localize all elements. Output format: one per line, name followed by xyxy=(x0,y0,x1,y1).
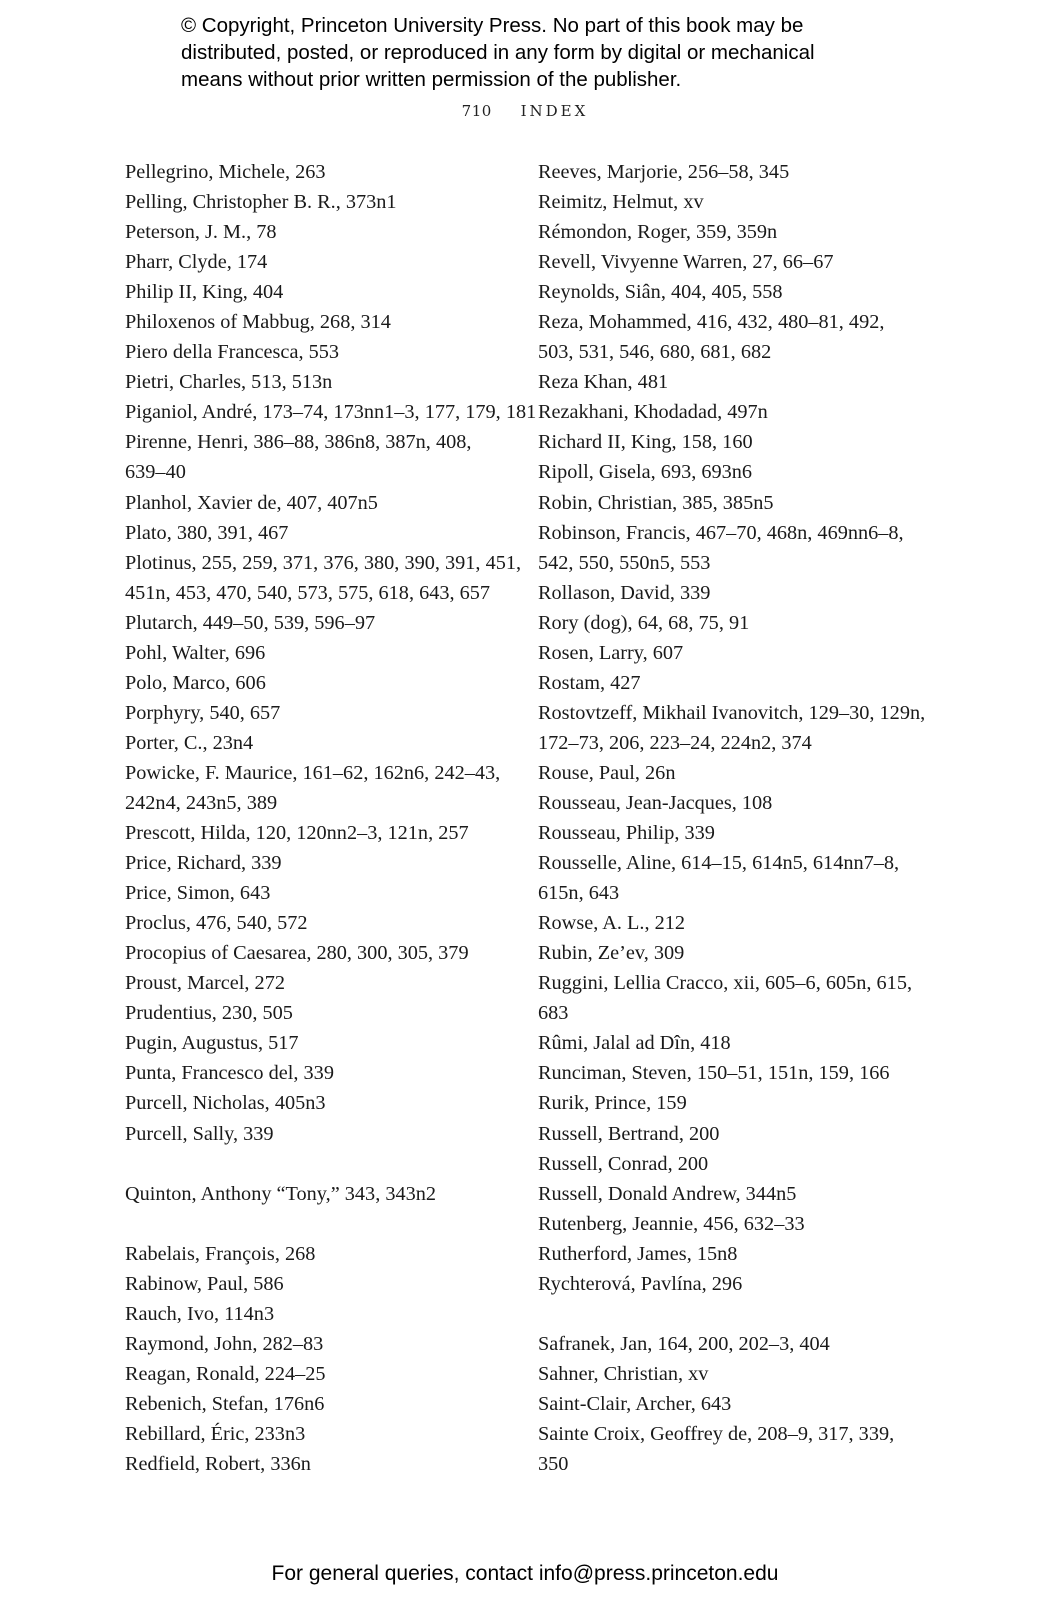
index-entry-line: Quinton, Anthony “Tony,” 343, 343n2 xyxy=(125,1182,437,1205)
index-entry-line: Rousselle, Aline, 614–15, 614n5, 614nn7–8, xyxy=(538,852,900,875)
index-entry-line: Rubin, Ze’ev, 309 xyxy=(538,942,685,965)
index-entry-line: Sainte Croix, Geoffrey de, 208–9, 317, 339, xyxy=(538,1422,895,1445)
index-column-left xyxy=(125,157,537,1479)
index-entry xyxy=(125,1058,525,1088)
index-entry-line: Robin, Christian, 385, 385n5 xyxy=(538,491,774,514)
index-entry-line: Rauch, Ivo, 114n3 xyxy=(125,1302,275,1325)
index-entry-line: Robinson, Francis, 467–70, 468n, 469nn6–8, xyxy=(538,521,904,544)
index-entry-continuation: 542, 550, 550n5, 553 xyxy=(538,551,711,574)
index-entry-line: Reeves, Marjorie, 256–58, 345 xyxy=(538,161,790,183)
index-entry xyxy=(538,698,928,758)
index-entry xyxy=(125,968,525,998)
index-entry-continuation: 451n, 453, 470, 540, 573, 575, 618, 643, 657 xyxy=(125,581,491,604)
index-entry xyxy=(538,938,928,968)
index-entry-line: Russell, Donald Andrew, 344n5 xyxy=(538,1182,797,1205)
index-entry xyxy=(125,1269,525,1299)
index-entry-continuation: 683 xyxy=(538,1002,569,1025)
index-entry xyxy=(125,277,525,307)
index-entry xyxy=(125,1389,525,1419)
index-entry-line: Rosen, Larry, 607 xyxy=(538,641,684,664)
index-entry-line: Reagan, Ronald, 224–25 xyxy=(125,1362,326,1385)
index-entry-line: Rutherford, James, 15n8 xyxy=(538,1242,738,1265)
index-entry xyxy=(125,608,525,638)
index-entry-line: Redfield, Robert, 336n xyxy=(125,1453,311,1476)
index-entry-line: Rory (dog), 64, 68, 75, 91 xyxy=(538,611,750,634)
index-entry-line: Rabelais, François, 268 xyxy=(125,1242,316,1265)
index-entry-line: Planhol, Xavier de, 407, 407n5 xyxy=(125,491,378,514)
index-entry-line: Rezakhani, Khodadad, 497n xyxy=(538,401,768,424)
index-entry xyxy=(125,908,525,938)
section-title: INDEX xyxy=(520,102,589,120)
index-entry-line: Rostovtzeff, Mikhail Ivanovitch, 129–30, 129n, xyxy=(538,701,926,724)
index-entry xyxy=(538,457,928,487)
index-entry xyxy=(125,1359,525,1389)
index-entry xyxy=(538,187,928,217)
index-entry xyxy=(538,1419,928,1479)
index-entry-continuation: 503, 531, 546, 680, 681, 682 xyxy=(538,341,772,364)
index-entry xyxy=(538,1239,928,1269)
index-entry xyxy=(125,337,525,367)
index-entry xyxy=(125,1028,525,1058)
index-entry-line: Rychterová, Pavlína, 296 xyxy=(538,1272,743,1295)
index-entry-line: Saint-Clair, Archer, 643 xyxy=(538,1392,732,1415)
index-entry xyxy=(538,1269,928,1299)
index-entry xyxy=(538,157,928,187)
index-entry xyxy=(538,1359,928,1389)
index-entry-line: Pohl, Walter, 696 xyxy=(125,641,266,664)
index-entry-line: Richard II, King, 158, 160 xyxy=(538,431,753,454)
index-entry xyxy=(538,397,928,427)
index-entry-line: Pugin, Augustus, 517 xyxy=(125,1032,299,1055)
index-entry-line: Pietri, Charles, 513, 513n xyxy=(125,371,333,394)
index-entry-line: Piganiol, André, 173–74, 173nn1–3, 177, 179, 181 xyxy=(125,401,537,424)
index-entry-line: Prudentius, 230, 505 xyxy=(125,1002,293,1025)
copyright-line: means without prior written permission of the publisher. xyxy=(181,68,682,91)
index-entry xyxy=(125,367,525,397)
index-entry xyxy=(538,578,928,608)
letter-group-gap xyxy=(125,1149,525,1179)
index-entry xyxy=(125,728,525,758)
index-entry-line: Rollason, David, 339 xyxy=(538,581,711,604)
index-entry xyxy=(125,488,525,518)
index-entry xyxy=(538,908,928,938)
index-entry-line: Philip II, King, 404 xyxy=(125,281,284,304)
index-entry xyxy=(538,217,928,247)
index-entry xyxy=(538,848,928,908)
index-entry-line: Rûmi, Jalal ad Dîn, 418 xyxy=(538,1032,731,1055)
index-entry-line: Philoxenos of Mabbug, 268, 314 xyxy=(125,311,391,334)
index-entry-line: Plato, 380, 391, 467 xyxy=(125,521,289,544)
index-entry-line: Rouse, Paul, 26n xyxy=(538,761,676,784)
index-entry-continuation: 172–73, 206, 223–24, 224n2, 374 xyxy=(538,731,812,754)
letter-group-gap xyxy=(538,1299,928,1329)
index-entry-line: Plutarch, 449–50, 539, 596–97 xyxy=(125,611,376,634)
index-entry xyxy=(538,307,928,367)
index-entry-line: Proclus, 476, 540, 572 xyxy=(125,912,308,935)
index-entry xyxy=(538,668,928,698)
index-entry-line: Rousseau, Jean-Jacques, 108 xyxy=(538,791,773,814)
index-entry-continuation: 350 xyxy=(538,1453,569,1476)
index-entry-line: Rowse, A. L., 212 xyxy=(538,912,686,935)
index-entry xyxy=(538,1058,928,1088)
index-entry xyxy=(125,848,525,878)
index-entry-line: Plotinus, 255, 259, 371, 376, 380, 390, 391, 451, xyxy=(125,551,522,574)
index-entry xyxy=(538,488,928,518)
index-entry xyxy=(538,367,928,397)
index-entry xyxy=(538,1329,928,1359)
index-entry-line: Porphyry, 540, 657 xyxy=(125,701,281,724)
index-entry-line: Ruggini, Lellia Cracco, xii, 605–6, 605n, 615, xyxy=(538,972,913,995)
index-entry xyxy=(125,427,525,487)
index-entry xyxy=(125,758,525,818)
index-entry xyxy=(538,1088,928,1118)
index-entry-line: Russell, Conrad, 200 xyxy=(538,1152,709,1175)
index-entry xyxy=(538,1028,928,1058)
index-entry-line: Pellegrino, Michele, 263 xyxy=(125,161,326,183)
index-entry-line: Revell, Vivyenne Warren, 27, 66–67 xyxy=(538,251,834,274)
running-head xyxy=(0,102,1050,120)
index-entry-line: Prescott, Hilda, 120, 120nn2–3, 121n, 257 xyxy=(125,822,469,845)
index-entry-line: Raymond, John, 282–83 xyxy=(125,1332,324,1355)
index-entry-line: Price, Richard, 339 xyxy=(125,852,282,875)
index-entry-line: Ripoll, Gisela, 693, 693n6 xyxy=(538,461,753,484)
index-entry xyxy=(125,998,525,1028)
index-entry-line: Rutenberg, Jeannie, 456, 632–33 xyxy=(538,1212,805,1235)
index-entry-line: Purcell, Nicholas, 405n3 xyxy=(125,1092,326,1115)
index-entry xyxy=(125,638,525,668)
index-entry xyxy=(125,217,525,247)
copyright-notice xyxy=(181,12,941,93)
index-entry-line: Pelling, Christopher B. R., 373n1 xyxy=(125,191,397,214)
index-entry-line: Rostam, 427 xyxy=(538,671,641,694)
index-entry-line: Porter, C., 23n4 xyxy=(125,731,254,754)
index-entry xyxy=(538,247,928,277)
index-entry xyxy=(125,157,525,187)
index-entry xyxy=(125,1419,525,1449)
index-entry xyxy=(125,307,525,337)
index-entry-line: Runciman, Steven, 150–51, 151n, 159, 166 xyxy=(538,1062,890,1085)
index-entry xyxy=(125,548,525,608)
index-entry-line: Rurik, Prince, 159 xyxy=(538,1092,687,1115)
index-entry xyxy=(125,938,525,968)
index-entry-line: Reimitz, Helmut, xv xyxy=(538,191,704,214)
index-entry xyxy=(125,1179,525,1209)
index-entry xyxy=(125,518,525,548)
index-entry xyxy=(538,1179,928,1209)
index-entry-line: Russell, Bertrand, 200 xyxy=(538,1122,720,1145)
index-entry-line: Rémondon, Roger, 359, 359n xyxy=(538,221,778,244)
index-entry xyxy=(538,758,928,788)
index-entry xyxy=(125,187,525,217)
index-entry xyxy=(538,1119,928,1149)
index-entry xyxy=(538,427,928,457)
footer-contact: For general queries, contact info@press.princeton.edu xyxy=(271,1562,779,1585)
index-entry-line: Peterson, J. M., 78 xyxy=(125,221,277,244)
index-entry-continuation: 639–40 xyxy=(125,461,186,484)
index-entry xyxy=(538,1209,928,1239)
index-entry-line: Purcell, Sally, 339 xyxy=(125,1122,274,1145)
index-entry-line: Rousseau, Philip, 339 xyxy=(538,822,715,845)
index-entry-line: Reynolds, Siân, 404, 405, 558 xyxy=(538,281,783,304)
index-entry xyxy=(125,1329,525,1359)
index-entry xyxy=(125,878,525,908)
index-entry xyxy=(125,1239,525,1269)
index-entry xyxy=(125,668,525,698)
index-entry xyxy=(538,968,928,1028)
index-entry xyxy=(125,397,537,427)
index-entry-line: Rebillard, Éric, 233n3 xyxy=(125,1422,306,1445)
index-column-right xyxy=(538,157,928,1479)
index-entry-line: Powicke, F. Maurice, 161–62, 162n6, 242–43, xyxy=(125,761,501,784)
index-entry xyxy=(538,818,928,848)
index-entry-line: Pharr, Clyde, 174 xyxy=(125,251,268,274)
index-entry xyxy=(538,788,928,818)
index-entry xyxy=(538,277,928,307)
copyright-line: © Copyright, Princeton University Press. No part of this book may be xyxy=(181,14,804,37)
index-entry-line: Safranek, Jan, 164, 200, 202–3, 404 xyxy=(538,1332,830,1355)
index-entry xyxy=(538,1149,928,1179)
index-entry-line: Reza, Mohammed, 416, 432, 480–81, 492, xyxy=(538,311,885,334)
index-entry xyxy=(538,638,928,668)
index-entry xyxy=(125,1299,525,1329)
index-entry xyxy=(125,818,525,848)
index-entry-line: Rabinow, Paul, 586 xyxy=(125,1272,284,1295)
index-entry-line: Piero della Francesca, 553 xyxy=(125,341,340,364)
index-entry xyxy=(538,518,928,578)
index-entry xyxy=(125,1088,525,1118)
index-entry-line: Polo, Marco, 606 xyxy=(125,671,266,694)
index-entry xyxy=(125,698,525,728)
index-entry xyxy=(125,1119,525,1149)
index-entry xyxy=(125,247,525,277)
index-entry-line: Reza Khan, 481 xyxy=(538,371,669,394)
index-entry-line: Rebenich, Stefan, 176n6 xyxy=(125,1392,325,1415)
index-entry-continuation: 242n4, 243n5, 389 xyxy=(125,791,278,814)
index-entry-line: Sahner, Christian, xv xyxy=(538,1362,709,1385)
index-entry-line: Proust, Marcel, 272 xyxy=(125,972,285,995)
index-entry xyxy=(538,1389,928,1419)
letter-group-gap xyxy=(125,1209,525,1239)
index-entry-continuation: 615n, 643 xyxy=(538,882,620,905)
index-entry xyxy=(538,608,928,638)
index-entry xyxy=(125,1449,525,1479)
index-entry-line: Procopius of Caesarea, 280, 300, 305, 379 xyxy=(125,942,469,965)
page-number: 710 xyxy=(461,102,492,120)
copyright-line: distributed, posted, or reproduced in any form by digital or mechanical xyxy=(181,41,815,64)
index-entry-line: Price, Simon, 643 xyxy=(125,882,271,905)
index-entry-line: Punta, Francesco del, 339 xyxy=(125,1062,334,1085)
index-entry-line: Pirenne, Henri, 386–88, 386n8, 387n, 408, xyxy=(125,431,472,454)
